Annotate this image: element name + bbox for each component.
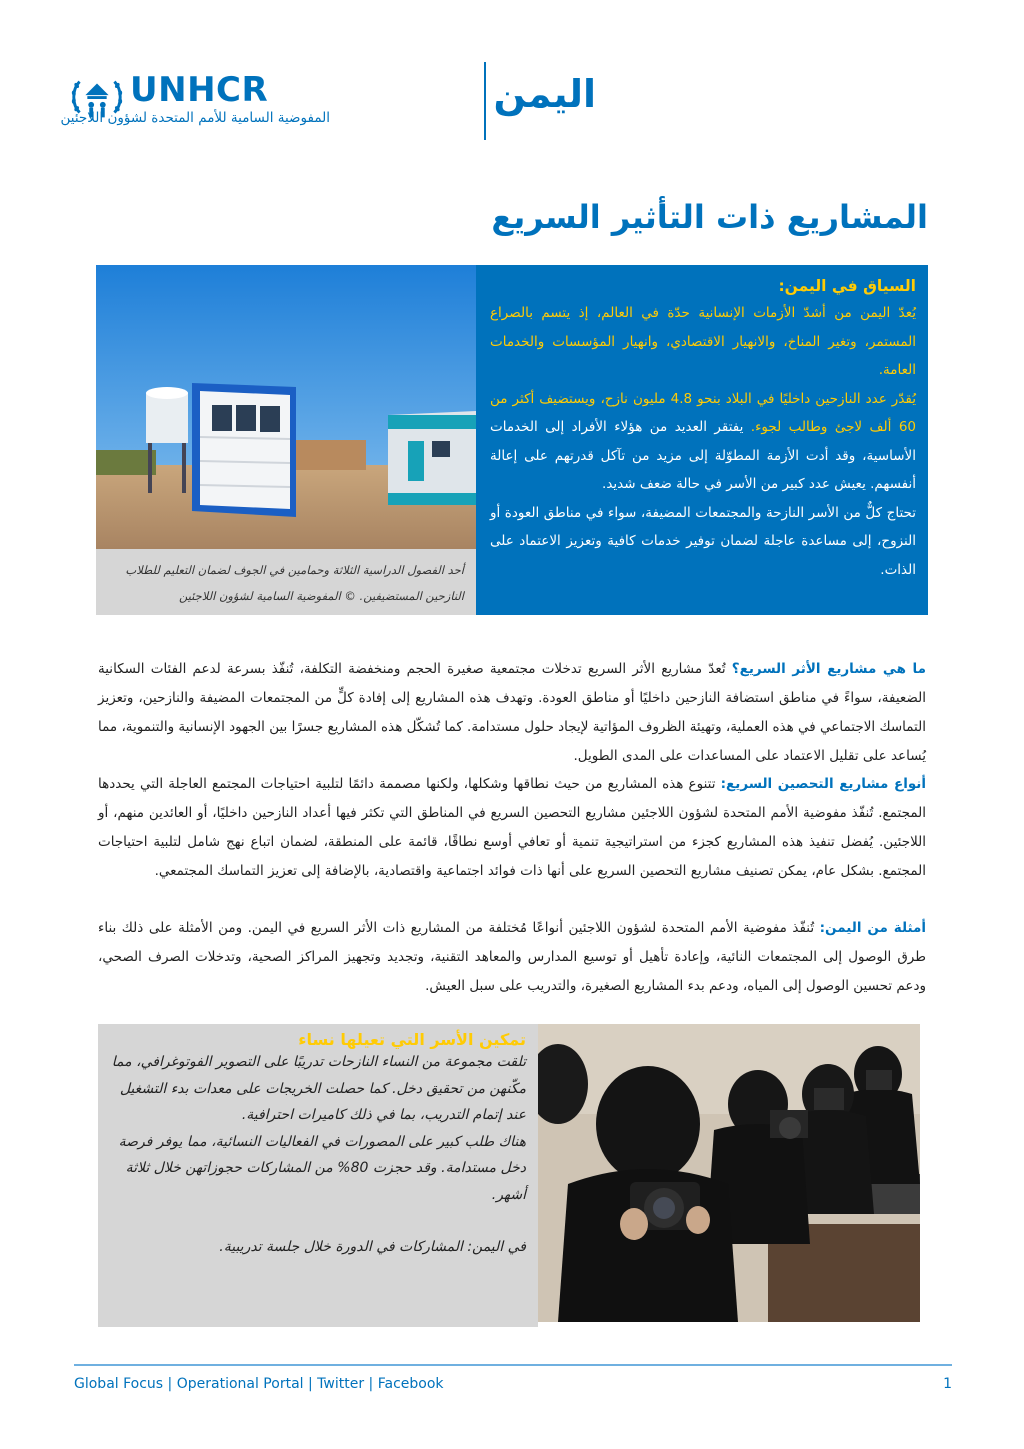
context-paragraph-2-rest: يفتقر العديد من هؤلاء الأفراد إلى الخدمات الأساسية، وقد أدت الأزمة المطوّلة إلى مزيد من تآكل قدرتهم على إعالة أنفسهم. يعيش عدد كبير من الأسر في حالة ضعف شديد. bbox=[490, 419, 916, 492]
section-text: تتنوع هذه المشاريع من حيث نطاقها وشكلها، ولكنها مصممة دائمًا لتلبية احتياجات المجتمع العاجلة التي يحددها المجتمع. تُنفّذ مفوضية الأمم المتحدة لشؤون اللاجئين مشاريع التحصين السريع في المناطق التي تكثر فيها أعداد النازحين داخليًا، أو العائدين منهم، أو اللاجئين. يُفضل تنفيذ هذه المشاريع كجزء من استراتيجية تنمية أو تعافي أوسع نطاقًا، قائمة على المنطقة، لضمان اتباع نهج شامل لتلبية احتياجات المجتمع. بشكل عام، يمكن تصنيف مشاريع التحصين السريع على أنها ذات فوائد اجتماعية واقتصادية، بالإضافة إلى تعزيز التماسك المجتمعي. bbox=[98, 776, 926, 879]
photography-training-photo bbox=[538, 1024, 920, 1322]
country-name: اليمن bbox=[493, 72, 596, 116]
context-paragraph-2-highlight: يُقدّر عدد النازحين داخليًا في البلاد بنحو 4.8 مليون نازح، ويستضيف أكثر من 60 ألف لاجئ وطالب لجوء. bbox=[490, 390, 916, 435]
context-paragraph-2 bbox=[490, 385, 916, 499]
section-heading: أمثلة من اليمن: bbox=[819, 920, 926, 936]
section-text: تُنفّذ مفوضية الأمم المتحدة لشؤون اللاجئين أنواعًا مُختلفة من المشاريع ذات الأثر السريع في اليمن. ومن الأمثلة على ذلك بناء طرق الوصول إلى المجتمعات النائية، وإعادة تأهيل أو توسيع المدارس والمعاهد التقنية، وتجديد وتجهيز المراكز الصحية، وتدخلات الصرف الصحي، ودعم تحسين الوصول إلى المياه، ودعم بدء المشاريع الصغيرة، والتدريب على سبل العيش. bbox=[98, 920, 926, 994]
women-box-paragraph-2: هناك طلب كبير على المصورات في الفعاليات النسائية، مما يوفر فرصة دخل مستدامة. وقد حجزت 80% من المشاركات حجوزاتهن خلال ثلاثة أشهر. bbox=[118, 1133, 526, 1203]
context-panel bbox=[476, 265, 928, 615]
page-title: المشاريع ذات التأثير السريع bbox=[491, 198, 928, 236]
unhcr-logo bbox=[60, 68, 478, 140]
header-divider bbox=[484, 62, 486, 140]
footer-link-twitter[interactable]: Twitter bbox=[317, 1376, 365, 1392]
footer-link-global-focus[interactable]: Global Focus bbox=[74, 1376, 164, 1392]
section-heading: ما هي مشاريع الأثر السريع؟ bbox=[731, 661, 926, 677]
photo-caption-text: أحد الفصول الدراسية الثلاثة وحمامين في الجوف لضمان التعليم للطلاب النازحين المستضيفين. © المفوضية السامية لشؤون اللاجئين bbox=[125, 563, 464, 603]
women-empowerment-box bbox=[98, 1024, 538, 1327]
classroom-building-photo bbox=[96, 265, 476, 549]
context-paragraph-1: يُعدّ اليمن من أشدّ الأزمات الإنسانية حدّة في العالم، إذ يتسم بالصراع المستمر، وتغير المناخ، والانهيار الاقتصادي، وانهيار المؤسسات والخدمات العامة. bbox=[490, 305, 916, 378]
footer-link-facebook[interactable]: Facebook bbox=[377, 1376, 444, 1392]
footer-links bbox=[74, 1376, 444, 1392]
section-examples bbox=[98, 914, 926, 1001]
photo-caption bbox=[96, 549, 476, 615]
context-paragraph-3: تحتاج كلٌّ من الأسر النازحة والمجتمعات المضيفة، سواء في مناطق العودة أو النزوح، إلى مساعدة عاجلة لضمان توفير خدمات كافية وتعزيز الاعتماد على الذات. bbox=[490, 504, 916, 578]
page-number: 1 bbox=[943, 1376, 952, 1392]
section-heading: أنواع مشاريع التحصين السريع: bbox=[720, 776, 926, 792]
footer-link-operational-portal[interactable]: Operational Portal bbox=[176, 1376, 304, 1392]
section-quick-impact bbox=[98, 655, 926, 771]
section-text: تُعدّ مشاريع الأثر السريع تدخلات مجتمعية صغيرة الحجم ومنخفضة التكلفة، تُنفّذ بسرعة لدعم الفئات السكانية الضعيفة، سواءً في مناطق استضافة النازحين داخليًا أو مناطق العودة. وتهدف هذه المشاريع إلى إفادة كلٍّ من المجتمعات المضيفة والنازحين، وتعزيز التماسك الاجتماعي في هذه العملية، وتهيئة الظروف المؤاتية لإيجاد حلول مستدامة. كما تُشكّل هذه المشاريع جسرًا بين الجهود الإنسانية والتنموية، مما يُساعد على تقليل الاعتماد على المساعدات على المدى الطويل. bbox=[98, 661, 926, 764]
brand-subtitle: المفوضية السامية للأمم المتحدة لشؤون اللاجئين bbox=[60, 110, 330, 126]
footer-separator: | bbox=[163, 1376, 177, 1392]
footer-separator: | bbox=[364, 1376, 378, 1392]
footer-separator: | bbox=[303, 1376, 318, 1392]
section-project-types bbox=[98, 770, 926, 886]
brand-name: UNHCR bbox=[130, 70, 269, 110]
footer-divider bbox=[74, 1364, 952, 1366]
women-box-paragraph-1: تلقت مجموعة من النساء النازحات تدريبًا على التصوير الفوتوغرافي، مما مكّنهن من تحقيق دخل. كما حصلت الخريجات على معدات بدء التشغيل عند إتمام التدريب، بما في ذلك كاميرات احترافية. bbox=[111, 1054, 526, 1123]
context-heading: السياق في اليمن: bbox=[778, 277, 916, 295]
women-box-caption: في اليمن: المشاركات في الدورة خلال جلسة تدريبية. bbox=[219, 1239, 526, 1255]
women-box-heading: تمكين الأسر التي تعيلها نساء bbox=[298, 1030, 526, 1049]
